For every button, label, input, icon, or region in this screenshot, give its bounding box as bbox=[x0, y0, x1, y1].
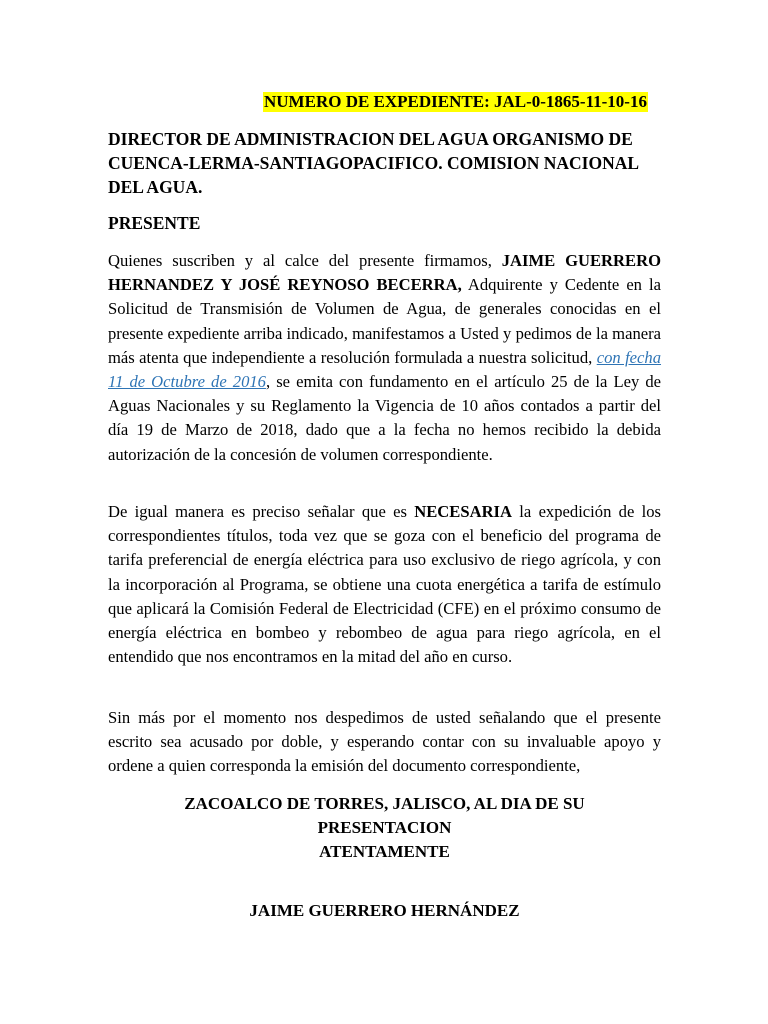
request-date-link[interactable]: con fecha 11 de Octubre de 2016 bbox=[108, 347, 662, 392]
paragraph-necessity bbox=[108, 500, 661, 669]
p2-intro: De igual manera es preciso señalar que es bbox=[108, 502, 415, 521]
p1-intro: Quienes suscriben y al calce del presente firmamos, bbox=[108, 251, 502, 270]
signature-name: JAIME GUERRERO HERNÁNDEZ bbox=[249, 901, 520, 920]
p1-names: JAIME GUERRERO HERNANDEZ Y JOSÉ REYNOSO BECERRA, bbox=[108, 251, 661, 295]
p2-emphasis: NECESARIA bbox=[414, 502, 512, 521]
p1-end: , se emita con fundamento en el artículo 25 de la Ley de Aguas Nacionales y su Reglamento la Vigencia de 10 años contados a partir del día 19 de Marzo de 2018, dado que a la fecha no hemos recibido la debida autorización de la concesión de volumen correspondiente. bbox=[108, 372, 661, 464]
p1-middle: Adquirente y Cedente en la Solicitud de Transmisión de Volumen de Agua, de generales conocidas en el presente expediente arriba indicado, manifestamos a Usted y pedimos de la manera más atenta que independiente a resolución formulada a nuestra solicitud, bbox=[108, 275, 661, 367]
greeting: PRESENTE bbox=[108, 213, 201, 233]
closing-location: ZACOALCO DE TORRES, JALISCO, AL DIA DE SU bbox=[184, 794, 585, 813]
paragraph-request bbox=[108, 249, 661, 467]
closing-block bbox=[108, 792, 661, 864]
addressee-block: DIRECTOR DE ADMINISTRACION DEL AGUA ORGANISMO DE CUENCA-LERMA-SANTIAGOPACIFICO. COMISION NACIONAL DEL AGUA. bbox=[108, 129, 639, 197]
expediente-number: NUMERO DE EXPEDIENTE: JAL-0-1865-11-10-16 bbox=[264, 92, 647, 111]
p2-rest: la expedición de los correspondientes títulos, toda vez que se goza con el beneficio del programa de tarifa preferencial de energía eléctrica para uso exclusivo de riego agrícola, y con la incorporación al Programa, se obtiene una cuota energética a tarifa de estímulo que aplicará la Comisión Federal de Electricidad (CFE) en el próximo consumo de energía eléctrica en bombeo y rebombeo de agua para riego agrícola, en el entendido que nos encontramos en la mitad del año en curso. bbox=[108, 502, 661, 667]
paragraph-farewell: Sin más por el momento nos despedimos de usted señalando que el presente escrito sea acusado por doble, y esperando contar con su invaluable apoyo y ordene a quien corresponda la emisión del documento correspondiente, bbox=[108, 708, 661, 776]
closing-presentation: PRESENTACION bbox=[317, 818, 452, 837]
closing-atentamente: ATENTAMENTE bbox=[319, 842, 450, 861]
